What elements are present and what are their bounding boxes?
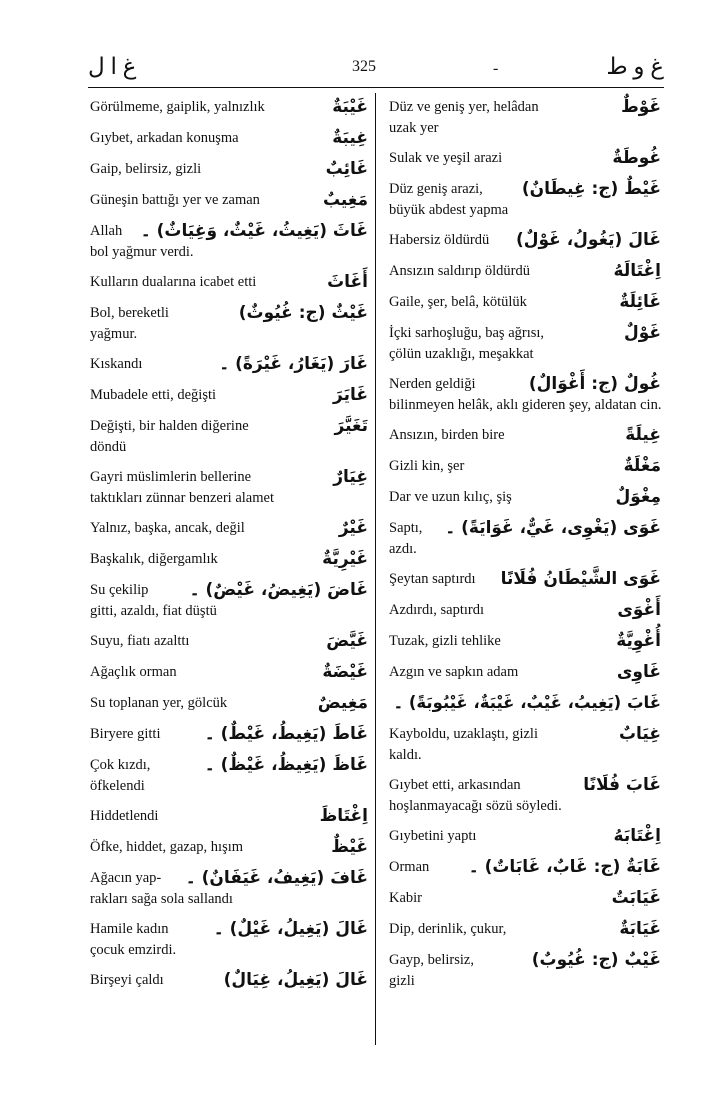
entry-first-line xyxy=(389,825,661,847)
entry-definition: Düz geniş arazi, xyxy=(389,181,483,197)
entry-arabic-headword: غَيْثٌ (ج: غُيُوثٌ) xyxy=(238,303,368,323)
entry-definition: Kayboldu, uzaklaştı, gizli xyxy=(389,726,538,742)
entry-arabic-headword: غَيَابَتٌ xyxy=(611,888,661,908)
entry-arabic-headword: غَالَ (يَغِيلُ، غَيْلٌ) ۔ xyxy=(213,919,368,939)
entry-definition: Gaile, şer, belâ, kötülük xyxy=(389,294,527,310)
entry-arabic-headword: غُولٌ (ج: أَغْوَالٌ) xyxy=(528,374,661,394)
entry-first-line xyxy=(90,661,368,683)
entry-arabic-headword: غَابَةٌ (ج: غَابٌ، غَابَاتٌ) ۔ xyxy=(468,857,661,877)
dictionary-entry xyxy=(389,260,661,282)
dictionary-entry xyxy=(90,353,368,375)
entry-first-line xyxy=(389,291,661,313)
entry-definition: Gıybet etti, arkasından xyxy=(389,777,521,793)
page-header xyxy=(88,52,664,86)
entry-first-line xyxy=(90,836,368,858)
entry-first-line xyxy=(90,754,368,776)
entry-arabic-headword: مَغِيضٌ xyxy=(317,693,368,713)
dictionary-entry xyxy=(389,949,661,991)
entry-continuation: döndü xyxy=(90,439,127,455)
dictionary-entry xyxy=(90,302,368,344)
entry-first-line xyxy=(389,568,661,590)
entry-definition: Azdırdı, saptırdı xyxy=(389,602,485,618)
dictionary-entry xyxy=(389,322,661,364)
dictionary-entry xyxy=(389,568,661,590)
entry-definition: Hamile kadın xyxy=(90,921,169,937)
entry-first-line xyxy=(90,271,368,293)
entry-arabic-headword: غَوَى الشَّيْطَانُ فُلَانًا xyxy=(500,569,661,589)
dictionary-entry xyxy=(90,630,368,652)
entry-definition: Görülmeme, gaiplik, yalnızlık xyxy=(90,99,265,115)
entry-arabic-headword: اِغْتَابَهُ xyxy=(613,826,661,846)
entry-first-line xyxy=(389,599,661,621)
entry-first-line xyxy=(389,887,661,909)
entry-definition: Düz ve geniş yer, helâdan xyxy=(389,99,539,115)
entry-arabic-headword: غَيَابَةٌ xyxy=(619,919,661,939)
dictionary-entry xyxy=(389,229,661,251)
entry-definition: Hiddetlendi xyxy=(90,808,159,824)
dictionary-entry xyxy=(389,918,661,940)
entry-first-line xyxy=(389,486,661,508)
entry-definition: Azgın ve sapkın adam xyxy=(389,664,519,680)
dictionary-entry xyxy=(389,599,661,621)
entry-first-line xyxy=(389,455,661,477)
entry-definition: Öfke, hiddet, gazap, hışım xyxy=(90,839,244,855)
dictionary-entry xyxy=(389,424,661,446)
entry-definition: Birşeyi çaldı xyxy=(90,972,164,988)
entry-continuation: yağmur. xyxy=(90,326,138,342)
entry-definition: Kabir xyxy=(389,890,423,906)
entry-definition: Bol, bereketli xyxy=(90,305,169,321)
entry-first-line xyxy=(389,723,661,745)
entry-continuation: büyük abdest yapma xyxy=(389,202,509,218)
header-dash: - xyxy=(493,60,499,77)
entry-first-line xyxy=(389,692,661,714)
entry-first-line xyxy=(90,517,368,539)
entry-first-line xyxy=(389,949,661,971)
entry-first-line xyxy=(90,867,368,889)
entry-arabic-headword: غَيْضَةٌ xyxy=(322,662,368,682)
entry-first-line xyxy=(389,856,661,878)
entry-arabic-headword: غَيْبٌ (ج: غُيُوبٌ) xyxy=(531,950,661,970)
entry-continuation: çölün uzaklığı, meşakkat xyxy=(389,346,534,362)
entry-arabic-headword: غَافَ (يَغِيفُ، غَيَفَانٌ) ۔ xyxy=(185,868,368,888)
dictionary-entry xyxy=(90,805,368,827)
entry-arabic-headword: غَالَ (يَغِيلُ، غِيَالٌ) xyxy=(223,970,368,990)
entry-first-line xyxy=(90,630,368,652)
entry-arabic-headword: اِغْتَاظَ xyxy=(319,806,368,826)
dictionary-entry xyxy=(389,517,661,559)
dictionary-entry xyxy=(90,189,368,211)
entry-arabic-headword: غَوْطٌ xyxy=(621,97,661,117)
entry-continuation: gitti, azaldı, fiat düştü xyxy=(90,603,217,619)
entry-definition: Suyu, fiatı azalttı xyxy=(90,633,190,649)
dictionary-entry xyxy=(90,867,368,909)
entry-first-line xyxy=(90,158,368,180)
dictionary-entry xyxy=(90,661,368,683)
entry-definition: Dip, derinlik, çukur, xyxy=(389,921,507,937)
entry-arabic-headword: أَغَاثَ xyxy=(327,272,368,292)
entry-definition: Çok kızdı, xyxy=(90,757,151,773)
dictionary-entry xyxy=(389,825,661,847)
entry-arabic-headword: مَغِيبٌ xyxy=(322,190,368,210)
entry-first-line xyxy=(90,692,368,714)
dictionary-entry xyxy=(90,836,368,858)
entry-arabic-headword: غَابَ فُلَانًا xyxy=(583,775,661,795)
entry-arabic-headword: مِغْوَلٌ xyxy=(615,487,661,507)
dictionary-entry xyxy=(389,147,661,169)
dictionary-entry xyxy=(90,127,368,149)
entry-continuation: taktıkları zünnar benzeri alamet xyxy=(90,490,274,506)
entry-first-line xyxy=(90,353,368,375)
entry-definition: Değişti, bir halden diğerine xyxy=(90,418,249,434)
entry-continuation: azdı. xyxy=(389,541,417,557)
dictionary-entry xyxy=(90,220,368,262)
dictionary-entry xyxy=(90,969,368,991)
entry-arabic-headword: أَغْوَى xyxy=(617,600,661,620)
entry-first-line xyxy=(90,579,368,601)
entry-definition: Gıybetini yaptı xyxy=(389,828,477,844)
entry-first-line xyxy=(389,661,661,683)
entry-first-line xyxy=(389,918,661,940)
page-number: 325 xyxy=(352,58,376,75)
dictionary-entry xyxy=(90,918,368,960)
entry-arabic-headword: غَالَ (يَغُولُ، غَوْلٌ) xyxy=(516,230,661,250)
entry-arabic-headword: غَائِبٌ xyxy=(325,159,368,179)
entry-arabic-headword: اِغْتَالَهُ xyxy=(613,261,661,281)
entry-continuation: rakları sağa sola sallandı xyxy=(90,891,233,907)
entry-arabic-headword: غَيْرٌ xyxy=(338,518,368,538)
entry-first-line xyxy=(389,424,661,446)
entry-first-line xyxy=(90,969,368,991)
entry-definition: Gayri müslimlerin bellerine xyxy=(90,469,252,485)
dictionary-entry xyxy=(389,486,661,508)
entry-first-line xyxy=(389,229,661,251)
entry-first-line xyxy=(90,302,368,324)
dictionary-entry xyxy=(90,271,368,293)
entry-first-line xyxy=(90,96,368,118)
entry-definition: Allah xyxy=(90,223,123,239)
entry-definition: Dar ve uzun kılıç, şiş xyxy=(389,489,512,505)
entry-continuation: çocuk emzirdi. xyxy=(90,942,177,958)
entry-definition: Su çekilip xyxy=(90,582,149,598)
entry-definition: Ağaçlık orman xyxy=(90,664,177,680)
entry-definition: Biryere gitti xyxy=(90,726,161,742)
entry-arabic-headword: غُوطَةٌ xyxy=(612,148,661,168)
entry-arabic-headword: غَاوِى xyxy=(616,662,661,682)
entry-first-line xyxy=(90,189,368,211)
right-column xyxy=(389,96,661,1000)
entry-arabic-headword: غَايَرَ xyxy=(333,385,368,405)
entry-definition: Orman xyxy=(389,859,430,875)
entry-first-line xyxy=(389,630,661,652)
entry-continuation: bilinmeyen helâk, aklı gideren şey, aldatan cin. xyxy=(389,397,662,413)
dictionary-entry xyxy=(389,96,661,138)
entry-arabic-headword: غَوْلٌ xyxy=(623,323,661,343)
entry-arabic-headword: غَيْرِيَّةٌ xyxy=(322,549,368,569)
entry-arabic-headword: غَاثَ (يَغِيثُ، غَيْثٌ، وَغِيَاثٌ) ۔ xyxy=(140,221,368,241)
dictionary-entry xyxy=(389,630,661,652)
dictionary-entry xyxy=(90,754,368,796)
entry-first-line xyxy=(90,384,368,406)
entry-arabic-headword: غَارَ (يَغَارُ، غَيْرَةً) ۔ xyxy=(219,354,368,374)
entry-arabic-headword: غَيَّضَ xyxy=(326,631,368,651)
entry-definition: Ansızın saldırıp öldürdü xyxy=(389,263,530,279)
entry-definition: Yalnız, başka, ancak, değil xyxy=(90,520,245,536)
header-right-letters: غ و ط xyxy=(606,54,664,79)
dictionary-entry xyxy=(90,692,368,714)
entry-first-line xyxy=(389,96,661,118)
entry-arabic-headword: غَاظَ (يَغِيظُ، غَيْظٌ) ۔ xyxy=(204,755,368,775)
entry-definition: İçki sarhoşluğu, baş ağrısı, xyxy=(389,325,545,341)
dictionary-entry xyxy=(389,661,661,683)
entry-definition: Kıskandı xyxy=(90,356,143,372)
dictionary-entry xyxy=(90,466,368,508)
entry-first-line xyxy=(389,373,661,395)
entry-continuation: gizli xyxy=(389,973,415,989)
header-left-letters: غ ا ل xyxy=(88,54,137,79)
entry-first-line xyxy=(90,548,368,570)
entry-continuation: kaldı. xyxy=(389,747,422,763)
entry-arabic-headword: غِيَابٌ xyxy=(618,724,661,744)
entry-first-line xyxy=(90,918,368,940)
entry-first-line xyxy=(90,415,368,437)
entry-first-line xyxy=(90,466,368,488)
entry-definition: Gizli kin, şer xyxy=(389,458,465,474)
entry-first-line xyxy=(389,147,661,169)
entry-arabic-headword: غَيْطٌ (ج: غِيطَانٌ) xyxy=(521,179,661,199)
dictionary-entry xyxy=(389,178,661,220)
dictionary-entry xyxy=(389,692,661,714)
entry-definition: Gıybet, arkadan konuşma xyxy=(90,130,239,146)
entry-continuation: bol yağmur verdi. xyxy=(90,244,194,260)
entry-arabic-headword: غَاطَ (يَغِيطُ، غَيْطٌ) ۔ xyxy=(204,724,368,744)
left-column xyxy=(90,96,368,1000)
dictionary-entry xyxy=(90,158,368,180)
entry-arabic-headword: غَيْظٌ xyxy=(331,837,368,857)
dictionary-entry xyxy=(389,856,661,878)
entry-definition: Gayp, belirsiz, xyxy=(389,952,474,968)
entry-continuation: öfkelendi xyxy=(90,778,145,794)
entry-arabic-headword: أُغْوِيَّةٌ xyxy=(616,631,661,651)
entry-arabic-headword: مَغْلَةٌ xyxy=(623,456,661,476)
entry-first-line xyxy=(90,723,368,745)
entry-definition: Sulak ve yeşil arazi xyxy=(389,150,503,166)
dictionary-entry xyxy=(389,455,661,477)
dictionary-entry xyxy=(90,96,368,118)
entry-definition: Habersiz öldürdü xyxy=(389,232,490,248)
entry-definition: Başkalık, diğergamlık xyxy=(90,551,218,567)
entry-definition: Gaip, belirsiz, gizli xyxy=(90,161,202,177)
entry-continuation: uzak yer xyxy=(389,120,439,136)
entry-definition: Kulların dualarına icabet etti xyxy=(90,274,257,290)
entry-arabic-headword: غِيلَةً xyxy=(625,425,661,445)
entry-definition: Ağacın yap- xyxy=(90,870,162,886)
entry-continuation: hoşlanmayacağı sözü söyledi. xyxy=(389,798,562,814)
entry-arabic-headword: غَابَ (يَغِيبُ، غَيْبٌ، غَيْبَةٌ، غَيْبُوبَةً) ۔ xyxy=(393,693,661,712)
entry-first-line xyxy=(90,220,368,242)
entry-definition: Ansızın, birden bire xyxy=(389,427,505,443)
entry-definition: Güneşin battığı yer ve zaman xyxy=(90,192,260,208)
entry-first-line xyxy=(389,260,661,282)
entry-first-line xyxy=(389,322,661,344)
header-rule xyxy=(88,87,664,88)
entry-arabic-headword: غِيبَةٌ xyxy=(332,128,368,148)
entry-first-line xyxy=(389,774,661,796)
dictionary-entry xyxy=(90,579,368,621)
entry-definition: Nerden geldiği xyxy=(389,376,476,392)
dictionary-entry xyxy=(90,548,368,570)
entry-definition: Saptı, xyxy=(389,520,423,536)
entry-arabic-headword: غَائِلَةٌ xyxy=(619,292,661,312)
entry-arabic-headword: غَوَى (يَغْوِى، غَيٌّ، غَوَايَةً) ۔ xyxy=(445,518,661,538)
entry-arabic-headword: غِيَارٌ xyxy=(333,467,368,487)
entry-first-line xyxy=(90,805,368,827)
entry-first-line xyxy=(389,517,661,539)
entry-definition: Su toplanan yer, gölcük xyxy=(90,695,228,711)
entry-definition: Mubadele etti, değişti xyxy=(90,387,217,403)
entry-arabic-headword: تَغَيَّرَ xyxy=(334,416,368,436)
dictionary-entry xyxy=(90,384,368,406)
column-divider xyxy=(375,93,376,1045)
dictionary-entry xyxy=(389,373,661,415)
entry-first-line xyxy=(389,178,661,200)
dictionary-entry xyxy=(389,774,661,816)
dictionary-entry xyxy=(389,723,661,765)
dictionary-entry xyxy=(90,415,368,457)
entry-arabic-headword: غَاضَ (يَغِيضُ، غَيْضٌ) ۔ xyxy=(189,580,368,600)
dictionary-entry xyxy=(90,723,368,745)
dictionary-entry xyxy=(389,887,661,909)
entry-first-line xyxy=(90,127,368,149)
dictionary-entry xyxy=(90,517,368,539)
entry-definition: Tuzak, gizli tehlike xyxy=(389,633,501,649)
entry-arabic-headword: غَيْبَةٌ xyxy=(332,97,368,117)
entry-definition: Şeytan saptırdı xyxy=(389,571,476,587)
dictionary-entry xyxy=(389,291,661,313)
